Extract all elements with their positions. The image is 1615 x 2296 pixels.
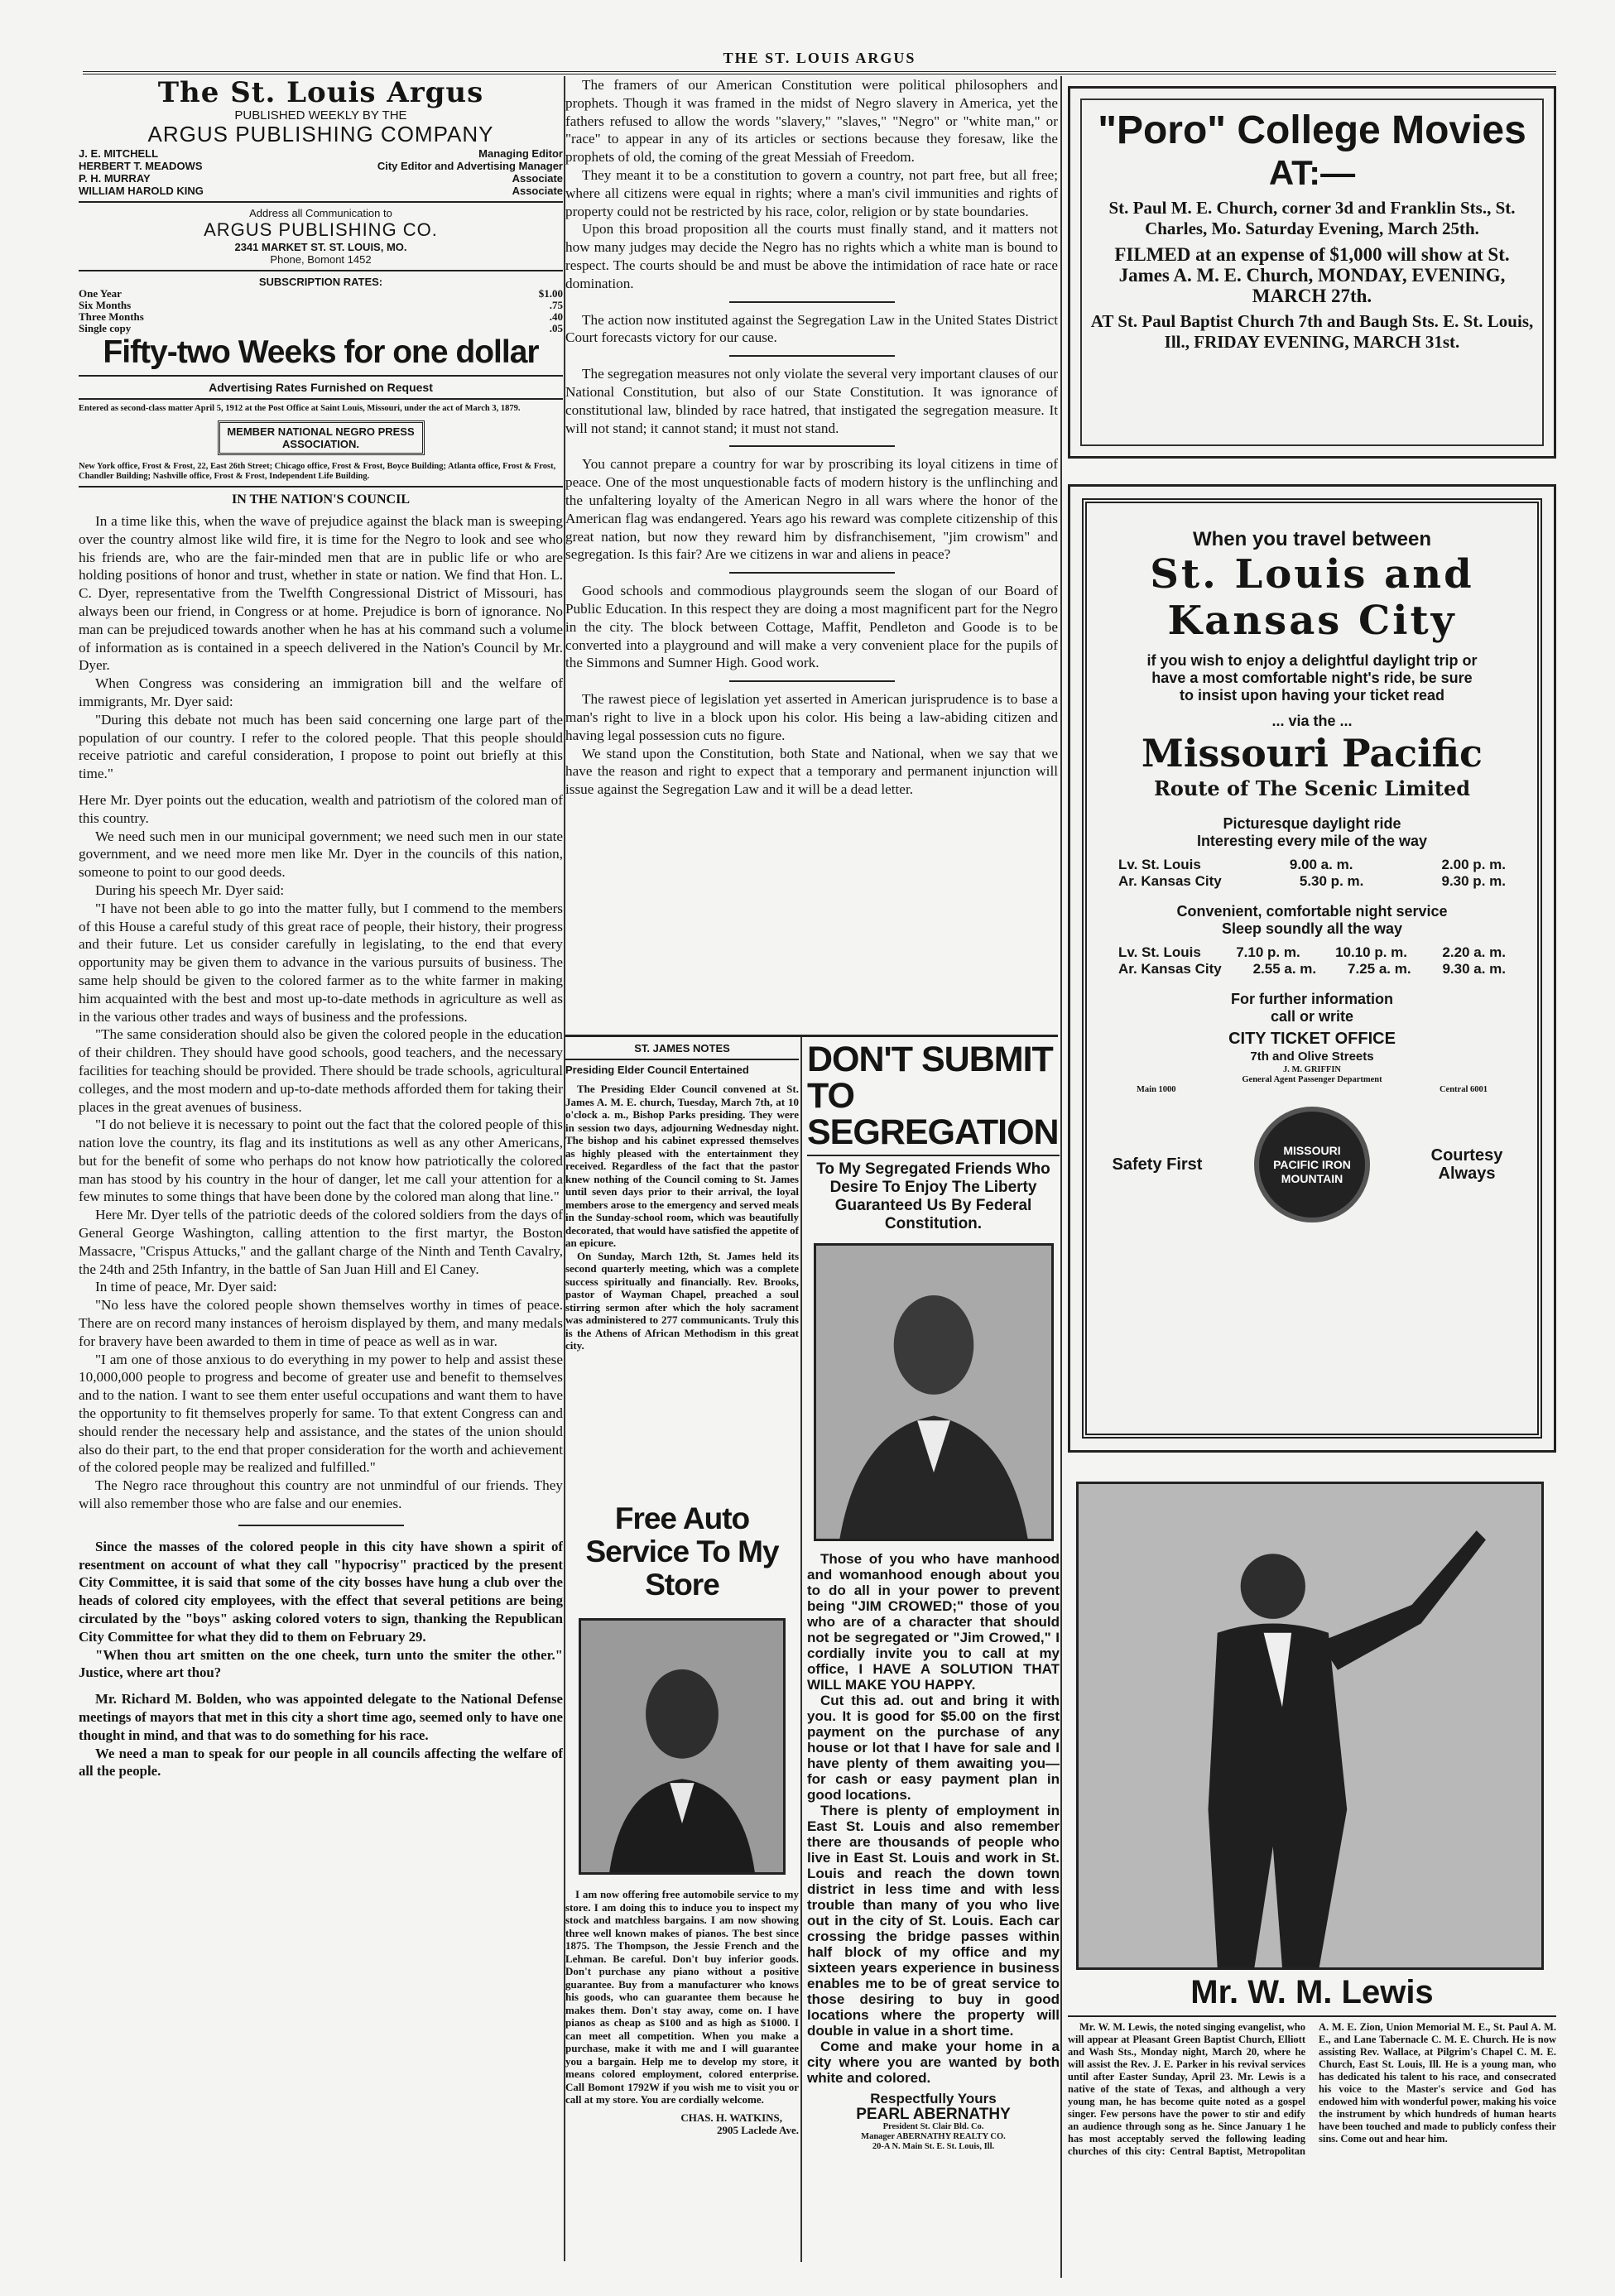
staff-row: HERBERT T. MEADOWS City Editor and Advertising Manager [79,160,563,172]
mp-day-head: Interesting every mile of the way [1196,833,1428,849]
paragraph: Come and make your home in a city where you are wanted by both white and colored. [807,2039,1060,2086]
running-head: THE ST. LOUIS ARGUS [83,50,1556,74]
mp-pitch: if you wish to enjoy a delightful daylight trip or have a most comfortable night's ride, be sure to insist upon having your ticket read [1146,652,1478,704]
paragraph: In time of peace, Mr. Dyer said: [95,1279,277,1295]
poro-at: AT:— [1268,153,1356,192]
paragraph: We need a man to speak for our people in all councils affecting the welfare of all the people. [79,1745,563,1780]
paragraph: "I have not been able to go into the matter fully, but I commend to the members of this House a careful study of this great race of people, their history, their progress and their future. Let us consider carefully in legislating, to the end that every opportunity may be given them to advance in the various pursuits of business. The same help should be given to the colored farmer as to the white farmer in making him acquainted with the best and most up-to-date methods in agriculture as well as in the various other trades and ways of business and the professions. [79,900,563,1025]
divider [79,398,563,400]
divider [807,1155,1060,1156]
rate-row: Six Months .75 [79,299,563,311]
st-james-notes [565,1043,799,1506]
free-auto-body: I am now offering free automobile service to my store. I am doing this to induce you to inspect my stock and matchless bargains. I am now showing three well known makes of pianos. The best since 1875. The Thompson, the Jessie French and the Lehman. Be careful. Don't buy inferior goods. Don't purchase any piano without a positive guarantee. Buy from a manufacturer who knows his goods, who can guarantee them because he makes them. Don't stay away, come on. I have pianos as cheap as $100 and as high as $1000. I can meet all competition. When you make a purchase, make it with me and I will guarantee you a bargain. Help me to develop my store, it means colored employment, colored enterprise. Call Bomont 1792W if you wish me to visit you or call at my store. You are cordially welcome. [565,1888,799,2106]
paragraph: Mr. Richard M. Bolden, who was appointed delegate to the National Defense meetings of mayors that met in this city a short time ago, seemed only to have one thought in mind, and that was to do something for his race. [79,1691,563,1743]
dont-submit-subtitle: To My Segregated Friends Who Desire To Enjoy The Liberty Guaranteed Us By Federal Constitution. [816,1160,1050,1232]
divider [79,486,563,488]
paragraph: We need such men in our municipal government; we need such men in our state government, and we need more men like Mr. Dyer in the councils of this nation, someone to point to our good deeds. [79,828,563,881]
missouri-pacific-ad [1068,484,1556,1453]
rate-row: Three Months .40 [79,310,563,323]
editorial-body [79,512,563,1513]
mp-inner [1082,498,1542,1439]
editorial-body-2 [79,1538,563,1780]
column-rule [1060,76,1062,2278]
paragraph: The Negro race throughout this country are not unmindful of our friends. They will also remember those who are false and our enemies. [79,1477,563,1512]
mp-night-head: Convenient, comfortable night service [1176,903,1448,920]
divider [729,680,895,682]
poro-title: "Poro" College Movies [1098,108,1526,152]
portrait-photo [814,1243,1054,1541]
divider [729,301,895,303]
dont-submit-ad [807,1041,1060,2266]
rate-row: Single copy .05 [79,322,563,334]
sender-address: 20-A N. Main St. E. St. Louis, Ill. [872,2142,995,2151]
mp-office-addr: 7th and Olive Streets [1250,1050,1374,1064]
ad-rates-note: Advertising Rates Furnished on Request [209,381,433,394]
press-member-badge: MEMBER NATIONAL NEGRO PRESS ASSOCIATION. [218,420,425,455]
sender-line: President St. Clair Bld. Co. [882,2122,984,2131]
sender-line: Manager ABERNATHY REALTY CO. [861,2132,1006,2141]
timetable-row: Ar. Kansas City 2.55 a. m. 7.25 a. m. 9.30 a. m. [1118,961,1506,977]
divider [729,572,895,574]
masthead-published: PUBLISHED WEEKLY BY THE [234,108,407,122]
paragraph: "I am one of those anxious to do everything in my power to help and assist these 10,000,000 people to progress and become of greater use and benefit to themselves and to the nation. I want to see them enter useful occupations and want them to have the opportunity to fit themselves properly for same. To that extent Congress can and should render the necessary help and assistance, and the states of the union should also do their part, to the end that proper consideration for the worth and achievement of the colored people may be realized and fulfilled." [79,1351,563,1476]
staff-row: P. H. MURRAY Associate [79,172,563,185]
staff-row: WILLIAM HAROLD KING Associate [79,185,563,197]
divider [565,1035,1058,1037]
divider [79,375,563,377]
paragraph: "No less have the colored people shown themselves worthy in times of peace. There are on record many instances of heroism displayed by them, and many medals for bravery have been awarded to them in time of peace as well as in war. [79,1297,563,1349]
free-auto-ad [565,1502,799,2264]
subscription-slogan: Fifty-two Weeks for one dollar [103,334,539,370]
mp-info: call or write [1270,1008,1354,1025]
mp-phones: Main 1000 Central 6001 [1137,1085,1488,1094]
paragraph: Cut this ad. out and bring it with you. It is good for $5.00 on the first payment on the purchase of any house or lot that I have for sale and I have plenty of them awaiting you—for cash or easy payment plan in good locations. [807,1693,1060,1803]
paragraph: During his speech Mr. Dyer said: [95,881,285,898]
poro-inner [1080,98,1544,446]
timetable-row: Lv. St. Louis 9.00 a. m. 2.00 p. m. [1118,857,1506,872]
timetable-row: Lv. St. Louis 7.10 p. m. 10.10 p. m. 2.20 a. m. [1118,944,1506,960]
address-note: Address all Communication to [249,207,392,219]
divider [79,201,563,203]
evangelist-photo [1076,1482,1544,1970]
paragraph: Upon this broad proposition all the courts must finally stand, and it matters not how many judges may decide the Negro has no rights which a white man is bound to respect. The courts should be and must be above the intimidation of race hate or race domination. [565,221,1058,291]
paragraph: Since the masses of the colored people in this city have shown a spirit of resentment on account of what they call "hypocrisy" practiced by the present City Committee, it is said that some of the city bosses have hung a club over the heads of colored city employees, with the effect that several petitions are being circulated by the "boys" asking colored voters to sign, thanking the Republican City Committee for what they did to them on February 29. [79,1538,563,1645]
paragraph: Here Mr. Dyer tells of the patriotic deeds of the colored soldiers from the days of General George Washington, calling attention to the first martyr, the Boston Massacre, "Crispus Attucks," and the gallant charge of the Ninth and Tenth Cavalry, the 24th and 25th Infantry, in the battle of San Juan Hill and El Caney. [79,1207,563,1277]
rates-title: SUBSCRIPTION RATES: [258,276,383,288]
mp-when: When you travel between [1192,528,1432,550]
safety-motto: Safety First [1112,1155,1203,1174]
dont-submit-title: DON'T SUBMIT TO SEGREGATION [807,1041,1059,1152]
paragraph: In a time like this, when the wave of prejudice against the black man is sweeping over the country almost like wild fire, it is time for the Negro to look and see who his friends are, who are the fair-minded men that are in public life or who are holding positions of honor and trust, whether in state or nation. We find that Hon. L. C. Dyer, representative from the Twelfth Congressional District of Missouri, has always been our friend, in Congress or at home. Prejudice is born of ignorance. No man can be prejudiced towards another when he has at his command such a volume of information as is contained in a speech delivered in the Nation's Council by Mr. Dyer. [79,513,563,674]
divider [729,445,895,447]
column-rule [800,1037,802,2262]
st-james-subtitle: Presiding Elder Council Entertained [565,1064,749,1076]
portrait-photo [579,1618,786,1875]
divider [1068,2015,1556,2017]
paragraph: The rawest piece of legislation yet asserted in American jurisprudence is to base a man's right to live in a block upon his color. His being a law-abiding citizen and having legal possession cuts no figure. [565,691,1058,743]
paragraph: Good schools and commodious playgrounds seem the slogan of our Board of Public Education. In this respect they are doing a most magnificent part for the Negro in the city. The block between Cottage, Maffit, Pendleton and Goode is to be converted into a playground and will make a very convenient place for the pupils of the Simmons and Sumner High. Good work. [565,583,1058,671]
paragraph: We stand upon the Constitution, both State and National, when we say that we have the reason and right to expect that a temporary and permanent injunction will issue against the Segregation Law and it will be a dead letter. [565,745,1058,798]
st-james-title: ST. JAMES NOTES [634,1043,730,1054]
divider [729,355,895,357]
paragraph: The action now instituted against the Segregation Law in the United States District Court forecasts victory for our cause. [565,311,1058,346]
rates-table [79,288,563,334]
closing: Respectfully Yours [870,2091,997,2106]
divider [565,1059,799,1060]
mp-office: CITY TICKET OFFICE [1228,1030,1396,1048]
free-auto-title: Free Auto Service To My Store [585,1502,779,1602]
paragraph: There is plenty of employment in East St. Louis and also remember there are thousands of people who live in East St. Louis and work in St. Louis and reach the down town district in less time and with less trouble than many of you who live out in the city of St. Louis. Each car crossing the bridge passes within half block of my office and my sixteen years experience in business enables me to be of great service to those desiring to buy in good locations where the property will double in value in a short time. [807,1803,1060,2039]
missouri-pacific-seal-icon: MISSOURI PACIFIC IRON MOUNTAIN [1254,1107,1370,1222]
paragraph: "The same consideration should also be given the colored people in the education of their children. They should have good schools, good teachers, and the necessary facilities for teaching should be provided. There should be trade schools, agricultural colleges, and the most modern and up-to-date methods afforded them for taking their places in the great avenues of business. [79,1026,563,1115]
paragraph: Here Mr. Dyer points out the education, wealth and patriotism of the colored man of this country. [79,791,563,826]
masthead-title: The St. Louis Argus [157,76,484,109]
poro-movies-ad [1068,86,1556,459]
divider [79,270,563,271]
poro-line: FILMED at an expense of $1,000 will show at St. James A. M. E. Church, MONDAY, EVENING, MARCH 27th. [1114,244,1510,306]
phone: Phone, Bomont 1452 [270,253,372,266]
divider [238,1525,404,1526]
staff-row: J. E. MITCHELL Managing Editor [79,147,563,160]
timetable-row: Ar. Kansas City 5.30 p. m. 9.30 p. m. [1118,873,1506,889]
free-auto-signature: CHAS. H. WATKINS, [680,2111,782,2124]
mp-agent-title: General Agent Passenger Department [1242,1075,1382,1084]
mp-route: Route of The Scenic Limited [1153,776,1471,800]
office-list: New York office, Frost & Frost, 22, East 26th Street; Chicago office, Frost & Frost, Boyce Building; Atlanta office, Frost & Frost, Chandler Building; Nashville office, Frost & Frost, Independent Life Building. [79,462,556,481]
free-auto-address: 2905 Laclede Ave. [716,2124,799,2136]
paragraph: "During this debate not much has been said concerning one large part of the population of our country. I refer to the colored people. That this people should receive patriotic and careful consideration, I propose to point out briefly at this time." [79,711,563,782]
sender-name: PEARL ABERNATHY [856,2106,1011,2123]
entry-notice: Entered as second-class matter April 5, 1912 at the Post Office at Saint Louis, Missouri, under the act of March 3, 1879. [79,404,521,413]
mp-night-head: Sleep soundly all the way [1221,920,1403,937]
mp-city: Kansas City [1167,598,1457,644]
poro-line: AT St. Paul Baptist Church 7th and Baugh Sts. E. St. Louis, Ill., FRIDAY EVENING, MARCH 31st. [1090,311,1534,352]
column-middle-editorials [565,76,1058,1036]
paragraph: When Congress was considering an immigration bill and the welfare of immigrants, Mr. Dyer said: [79,675,563,709]
mp-info: For further information [1231,991,1393,1007]
paragraph: On Sunday, March 12th, St. James held its second quarterly meeting, which was a complete success spiritually and financially. Rev. Brooks, pastor of Wayman Chapel, preached a soul stirring sermon after which the holy sacrament was administered to 277 communicants. Truly this is the Athens of African Methodism in this great city. [565,1249,799,1352]
paragraph: They meant it to be a constitution to govern a country, not part free, but all free; where all citizens were equal in rights; where a man's civil immunities and rights of property could not be restricted by his race, color, religion or by state boundaries. [565,166,1058,219]
masthead-company: ARGUS PUBLISHING COMPANY [147,122,494,147]
editorial-title: IN THE NATION'S COUNCIL [231,492,410,507]
lewis-body: Mr. W. M. Lewis, the noted singing evangelist, who will appear at Pleasant Green Baptist Church, Elliott and Wash Sts., Monday night, March 20, where he will assist the Rev. J. E. Parker in his revival services until after Easter Sunday, April 23. Mr. Lewis is a native of the state of Texas, and although a very young man, he has become quite noted as a gospel singer. Few persons have the power to stir and edify an audience through song as he. Since January 1 he has most acceptably served the following leading churches of this city: Central Baptist, Metropolitan A. M. E. Zion, Union Memorial M. E., St. Paul A. M. E., and Lane Tabernacle C. M. E. Church. He is now assisting Rev. Wallace, at Pilgrim's Chapel C. M. E. Church, East St. Louis, Ill. He is a young man, who has dedicated his talent to his race, and consecrated his voice to the Master's service and God has endowed him with wonderful power, making his voice the instrument by which hundreds of human hearts have been touched and made to publicly confess their sins. Come out and hear him. [1068,2021,1556,2157]
courtesy-motto: Courtesy Always [1430,1146,1503,1183]
mp-footer [1112,1107,1512,1222]
mp-day-head: Picturesque daylight ride [1223,815,1401,832]
address-company: ARGUS PUBLISHING CO. [204,219,438,240]
poro-line: St. Paul M. E. Church, corner 3d and Franklin Sts., St. Charles, Mo. Saturday Evening, March 25th. [1108,198,1516,238]
mp-via: ... via the ... [1271,713,1353,729]
paragraph: "I do not believe it is necessary to point out the fact that the colored people of this nation love the country, its flag and its institutions as well as any other Americans, but for the benefit of some who perhaps do not know how patriotically the colored man has stood by his country in the hour of danger, let me call your attention for a few minutes to some things that have been done by the colored man along that line." [79,1117,563,1205]
rate-row: One Year $1.00 [79,287,563,300]
lewis-article [1068,1974,1556,2272]
address-line: 2341 MARKET ST. ST. LOUIS, MO. [234,241,407,253]
paragraph: The Presiding Elder Council convened at St. James A. M. E. church, Tuesday, March 7th, at 10 o'clock a. m., Bishop Parks presiding. They were in session two days, adjourning Wednesday night. The bishop and his cabinet expressed themselves as highly pleased with the entertainment they received. Regardless of the fact that the pastor knew nothing of the Council coming to St. James until seven days prior to their arrival, the loyal members arose to the emergency and served meals in the Sunday-school room, which was beautifully decorated, that would have satisfied the appetite of an epicure. [565,1083,799,1249]
mp-city: St. Louis and [1150,551,1474,598]
mp-railroad: Missouri Pacific [1141,731,1483,776]
paragraph: You cannot prepare a country for war by proscribing its loyal citizens in time of peace. One of the most unquestionable facts of modern history is the unflinching and the unfaltering loyalty of the American Negro in all wars where the honor of the American flag was endangered. Years ago his reward was complete citizenship of this great nation, but now they reward him by disfranchisement, "jim crowism" and segregation. Is this fair? Are we citizens in war and aliens in peace? [565,456,1058,563]
paragraph: "When thou art smitten on the one cheek, turn unto the smiter the other." Justice, where art thou? [79,1646,563,1681]
staff-list [79,147,563,197]
paragraph: The segregation measures not only violate the several very important clauses of our National Constitution, but also of our State Constitution. It was ignorance of constitutional law, blinded by race hatred, that instigated the segregation measure. It will not stand; it cannot stand; it must not stand. [565,366,1058,436]
mp-agent-name: J. M. GRIFFIN [1283,1065,1341,1074]
paragraph: Those of you who have manhood and womanhood enough about you to do all in your power to prevent being "JIM CROWED;" those of you who are of a character that should not be segregated or "Jim Crowed," I cordially invite you to call at my office, I HAVE A SOLUTION THAT WILL MAKE YOU HAPPY. [807,1551,1060,1693]
paragraph: The framers of our American Constitution were political philosophers and prophets. Though it was framed in the midst of Negro slavery in America, yet the fathers refused to allow the words "slavery," "slaves," "Negro" or "white man," or "race" to appear in any of its articles or sections because they foresaw, like the prophets of old, the coming of the great Messiah of Freedom. [565,77,1058,166]
lewis-name: Mr. W. M. Lewis [1190,1974,1434,2010]
column-left [79,76,563,2261]
